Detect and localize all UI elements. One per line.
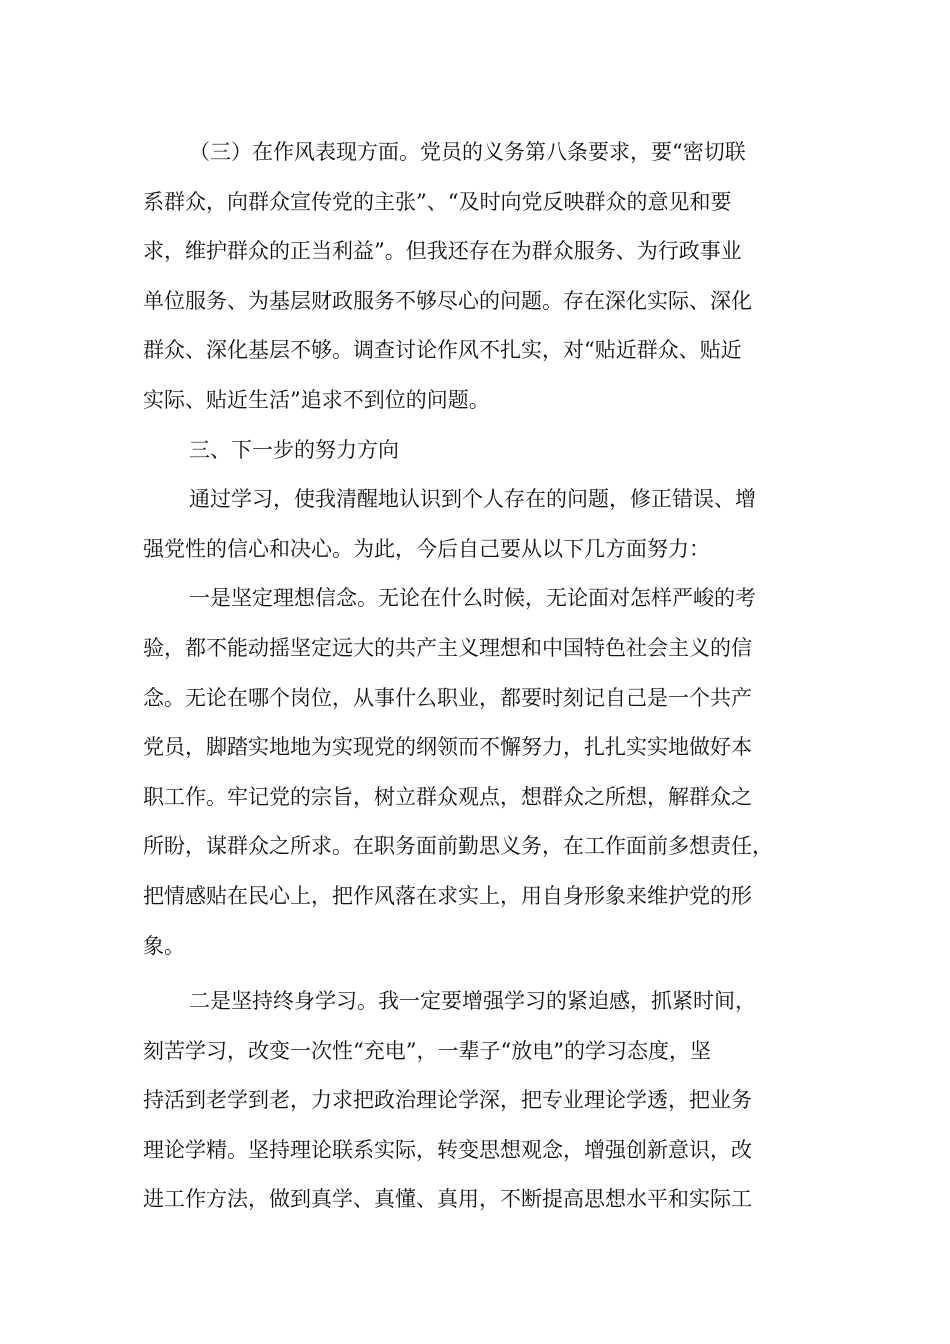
paragraph-line: （三）在作风表现方面。党员的义务第八条要求，要“密切联 [189,140,746,164]
paragraph-line: 刻苦学习，改变一次性“充电”，一辈子“放电”的学习态度，坚 [143,1038,711,1063]
paragraph-line: 理论学精。坚持理论联系实际，转变思想观念，增强创新意识，改 [143,1137,752,1162]
paragraph-line: 党员，脚踏实地地为实现党的纲领而不懈努力，扎扎实实地做好本 [143,735,752,760]
paragraph-line: 求，维护群众的正当利益”。但我还存在为群众服务、为行政事业 [143,239,742,264]
paragraph-line: 强党性的信心和决心。为此，今后自己要从以下几方面努力： [143,536,710,561]
paragraph-line: 二是坚持终身学习。我一定要增强学习的紧迫感，抓紧时间， [189,989,756,1014]
paragraph-line: 群众、深化基层不够。调查讨论作风不扎实，对“贴近群众、贴近 [143,338,742,363]
paragraph-line: 单位服务、为基层财政服务不够尽心的问题。存在深化实际、深化 [143,288,752,313]
paragraph-line: 验，都不能动摇坚定远大的共产主义理想和中国特色社会主义的信 [143,635,752,660]
paragraph-line: 念。无论在哪个岗位，从事什么职业，都要时刻记自己是一个共产 [143,685,752,710]
paragraph-line: 职工作。牢记党的宗旨，树立群众观点，想群众之所想，解群众之 [143,784,752,809]
document-body [143,128,823,1225]
paragraph-line: 持活到老学到老，力求把政治理论学深，把专业理论学透，把业务 [143,1088,752,1113]
paragraph-line: 把情感贴在民心上，把作风落在求实上，用自身形象来维护党的形 [143,883,752,908]
paragraph-line: 一是坚定理想信念。无论在什么时候，无论面对怎样严峻的考 [189,586,756,611]
paragraph-line: 系群众，向群众宣传党的主张”、“及时向党反映群众的意见和要 [143,189,732,214]
paragraph-line: 象。 [143,933,185,958]
paragraph-line: 所盼，谋群众之所求。在职务面前勤思义务，在工作面前多想责任， [143,834,773,859]
section-heading: 三、下一步的努力方向 [189,437,399,462]
paragraph-line: 实际、贴近生活”追求不到位的问题。 [143,387,490,412]
paragraph-line: 进工作方法，做到真学、真懂、真用，不断提高思想水平和实际工 [143,1187,752,1212]
paragraph-line: 通过学习，使我清醒地认识到个人存在的问题，修正错误、增 [189,487,756,512]
